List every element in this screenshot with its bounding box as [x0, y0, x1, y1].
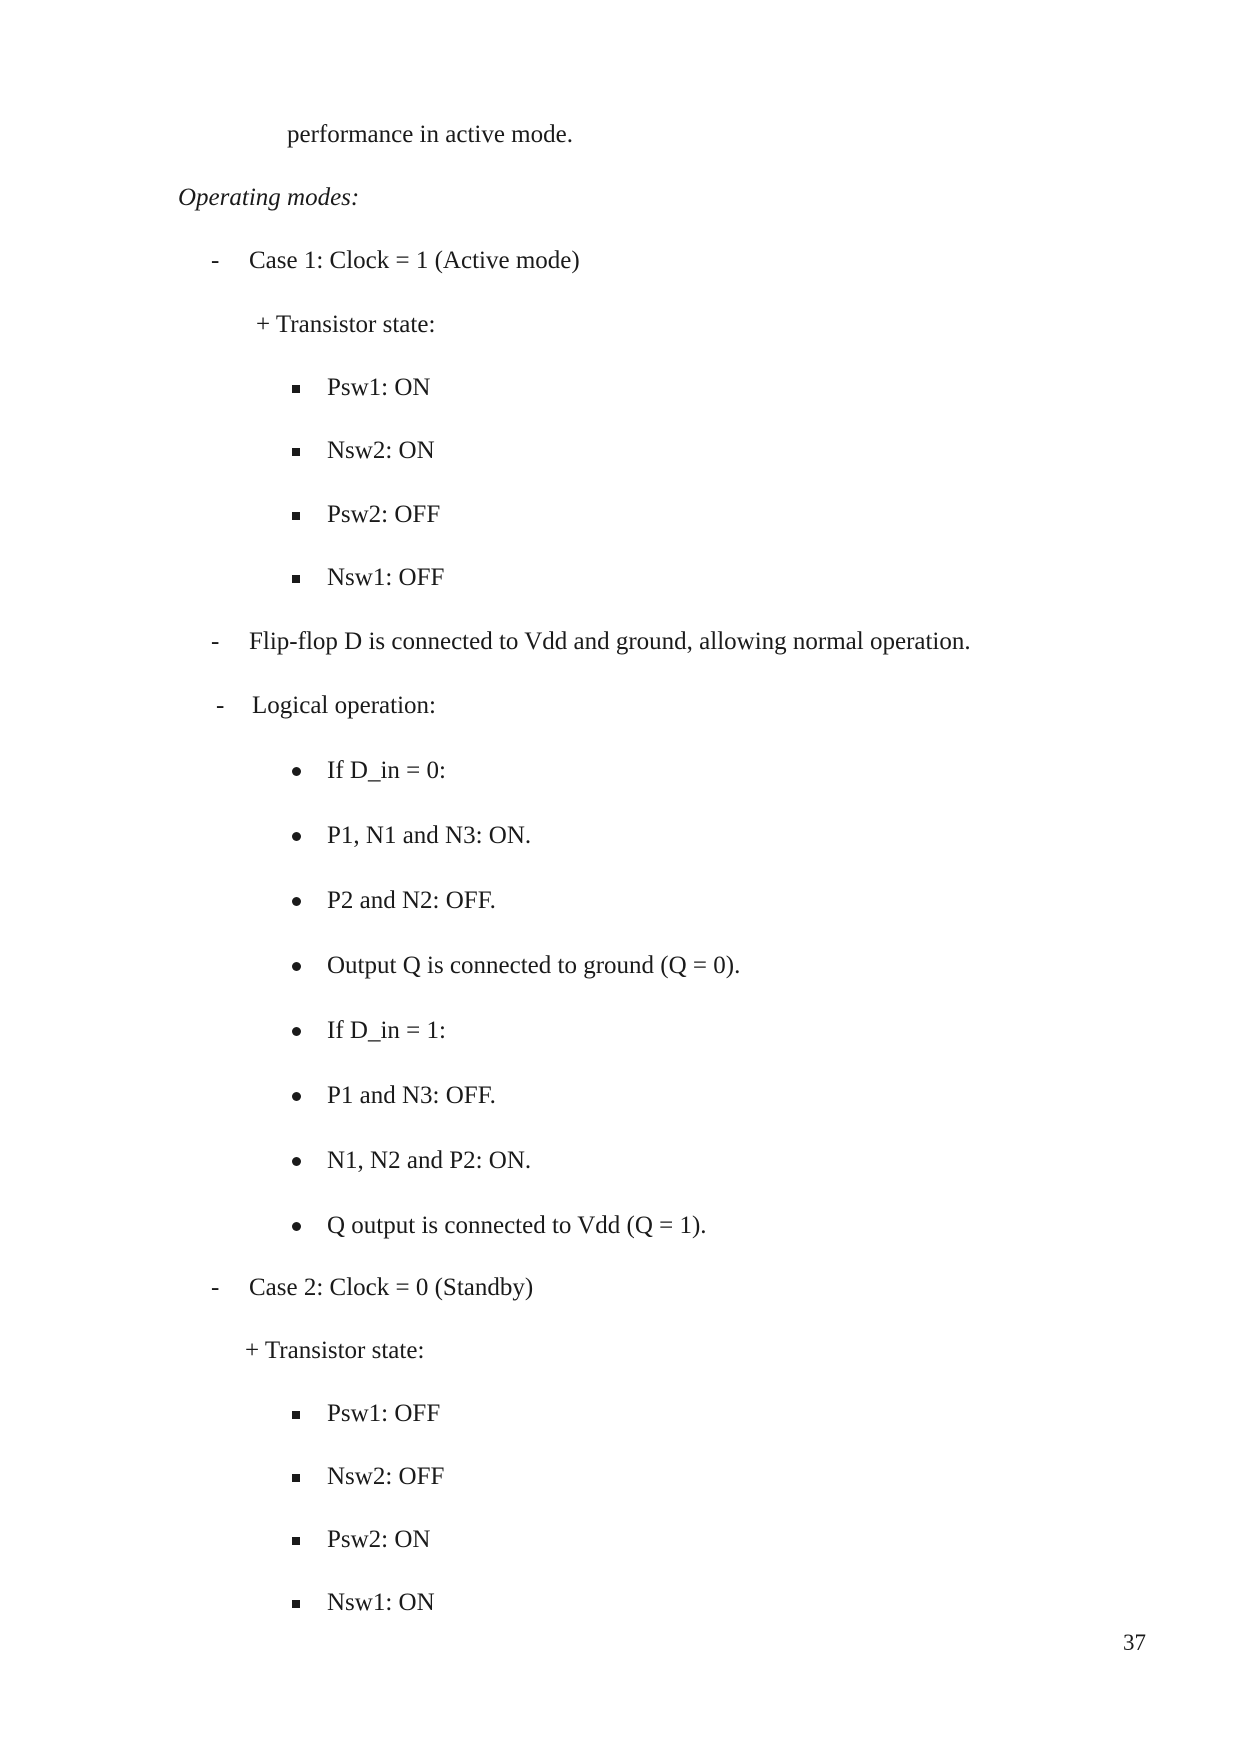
logical-item: P1 and N3: OFF.: [327, 1082, 496, 1109]
section-heading: Operating modes:: [178, 184, 360, 211]
case2-state-item: Nsw2: OFF: [327, 1463, 445, 1490]
case1-state-item: Psw2: OFF: [327, 501, 441, 528]
round-bullet-icon: [292, 767, 301, 776]
case1-state-item: Nsw1: OFF: [327, 564, 445, 591]
case2-title: Case 2: Clock = 0 (Standby): [249, 1274, 534, 1301]
square-bullet-icon: [292, 1537, 300, 1545]
page-number: 37: [1123, 1630, 1146, 1655]
case1-title: Case 1: Clock = 1 (Active mode): [249, 247, 580, 274]
logical-item: If D_in = 1:: [327, 1017, 446, 1044]
logical-heading: Logical operation:: [252, 692, 436, 719]
round-bullet-icon: [292, 1092, 301, 1101]
logical-item: N1, N2 and P2: ON.: [327, 1147, 532, 1174]
case2-state-item: Psw1: OFF: [327, 1400, 441, 1427]
square-bullet-icon: [292, 385, 300, 393]
round-bullet-icon: [292, 897, 301, 906]
case2-state-item: Nsw1: ON: [327, 1589, 435, 1616]
square-bullet-icon: [292, 1411, 300, 1419]
round-bullet-icon: [292, 1157, 301, 1166]
case1-state-item: Nsw2: ON: [327, 437, 435, 464]
round-bullet-icon: [292, 962, 301, 971]
list-dash: -: [211, 1274, 220, 1301]
list-dash: -: [216, 692, 225, 719]
intro-tail-text: performance in active mode.: [287, 121, 573, 148]
case1-state-item: Psw1: ON: [327, 374, 431, 401]
case1-transistor-heading: + Transistor state:: [256, 311, 436, 338]
list-dash: -: [211, 247, 220, 274]
list-dash: -: [211, 628, 220, 655]
case2-transistor-heading: + Transistor state:: [245, 1337, 425, 1364]
round-bullet-icon: [292, 1027, 301, 1036]
square-bullet-icon: [292, 1474, 300, 1482]
logical-item: Q output is connected to Vdd (Q = 1).: [327, 1212, 707, 1239]
square-bullet-icon: [292, 575, 300, 583]
round-bullet-icon: [292, 832, 301, 841]
square-bullet-icon: [292, 512, 300, 520]
square-bullet-icon: [292, 1600, 300, 1608]
logical-item: P1, N1 and N3: ON.: [327, 822, 532, 849]
logical-item: P2 and N2: OFF.: [327, 887, 496, 914]
flipflop-text: Flip-flop D is connected to Vdd and ground, allowing normal operation.: [249, 628, 971, 655]
case2-state-item: Psw2: ON: [327, 1526, 431, 1553]
logical-item: If D_in = 0:: [327, 757, 446, 784]
round-bullet-icon: [292, 1222, 301, 1231]
square-bullet-icon: [292, 448, 300, 456]
logical-item: Output Q is connected to ground (Q = 0).: [327, 952, 741, 979]
